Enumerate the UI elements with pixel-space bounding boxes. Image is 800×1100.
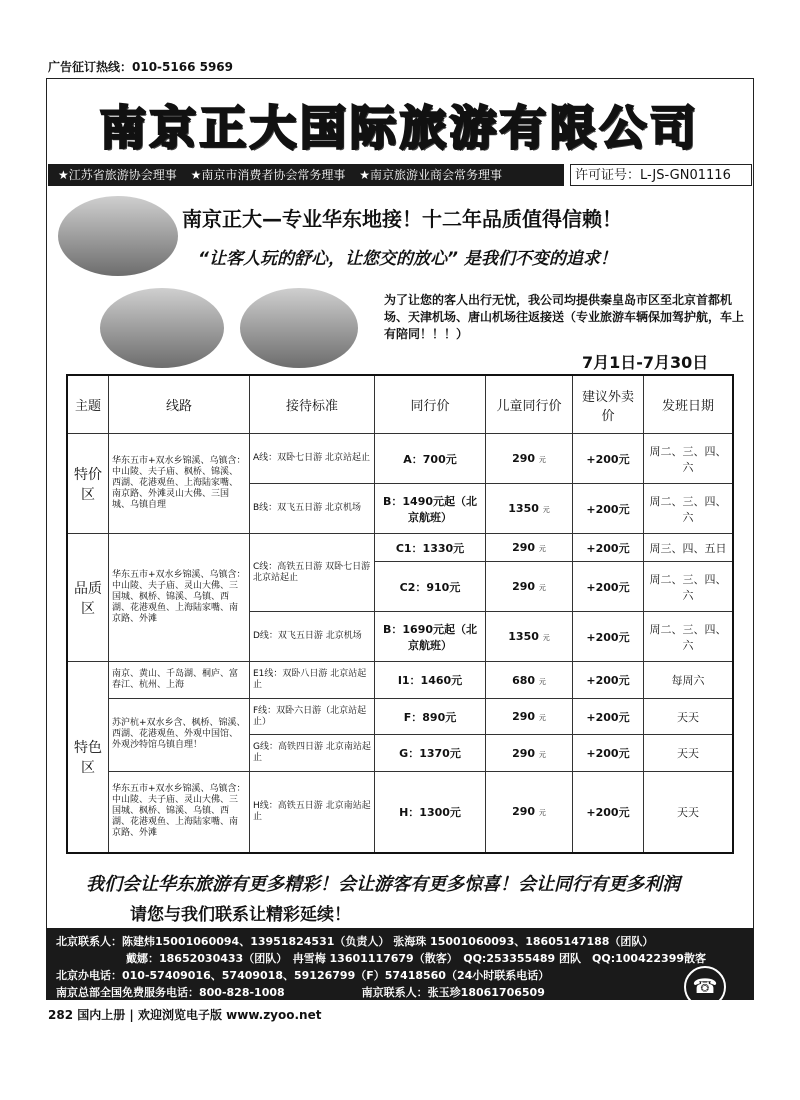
yuan-unit: 元 [538, 750, 546, 759]
retail-price: +200元 [573, 698, 644, 734]
departure-days: 周二、三、四、六 [644, 484, 734, 534]
header-cell: 建议外卖价 [573, 375, 644, 434]
zone-label: 特色区 [67, 662, 109, 853]
child-price-value: 680 [512, 673, 536, 687]
reception-standard: B线：双飞五日游 北京机场 [250, 484, 375, 534]
child-price-value: 290 [512, 541, 536, 555]
header-cell: 主题 [67, 375, 109, 434]
header-cell: 接待标准 [250, 375, 375, 434]
retail-price: +200元 [573, 484, 644, 534]
peer-price: F：890元 [375, 698, 486, 734]
header-cell: 线路 [109, 375, 250, 434]
table-header-row [67, 375, 733, 434]
peer-price: B：1690元起（北京航班） [375, 612, 486, 662]
contact-invitation: 请您与我们联系让精彩延续！ [130, 905, 351, 925]
yuan-unit: 元 [538, 545, 546, 554]
departure-days: 周二、三、四、六 [644, 612, 734, 662]
yuan-unit: 元 [538, 677, 546, 686]
association-item: ★南京旅游业商会常务理事 [359, 168, 502, 182]
reception-standard: H线：高铁五日游 北京南站起止 [250, 771, 375, 853]
route-description: 华东五市+双水乡锦溪、乌镇含：中山陵、夫子庙、灵山大佛、三国城、枫桥、锦溪、乌镇、西湖、花港观鱼、上海陆家嘴、南京路、外滩 [109, 534, 250, 662]
child-price [486, 735, 573, 771]
lake-photo [240, 288, 358, 368]
pavilion-photo [100, 288, 224, 368]
yuan-unit: 元 [538, 714, 546, 723]
peer-price: C1：1330元 [375, 534, 486, 562]
contact-line: 戴娜：18652030433（团队） 冉雪梅 13601117679（散客） QQ:253355489 团队 QQ:100422399散客 [126, 952, 707, 965]
yuan-unit: 元 [542, 634, 550, 643]
header-cell: 同行价 [375, 375, 486, 434]
bridge-photo [58, 196, 178, 276]
ad-hotline: 广告征订热线：010-5166 5969 [48, 60, 234, 74]
child-price-value: 290 [512, 746, 536, 760]
departure-days: 天天 [644, 735, 734, 771]
reception-standard: D线：双飞五日游 北京机场 [250, 612, 375, 662]
association-bar [48, 164, 564, 186]
retail-price: +200元 [573, 735, 644, 771]
yuan-unit: 元 [538, 809, 546, 818]
table-row [67, 771, 733, 853]
reception-standard: E1线：双卧八日游 北京站起止 [250, 662, 375, 698]
route-description: 南京、黄山、千岛湖、桐庐、富春江、杭州、上海 [109, 662, 250, 698]
peer-price: B：1490元起（北京航班） [375, 484, 486, 534]
child-price-value: 1350 [508, 502, 539, 516]
table-row [67, 534, 733, 562]
phone-icon: ☎ [684, 966, 726, 1008]
table-row [67, 698, 733, 734]
child-price-value: 290 [512, 452, 536, 466]
peer-price: I1：1460元 [375, 662, 486, 698]
child-price [486, 612, 573, 662]
association-item: ★江苏省旅游协会理事 [58, 168, 177, 182]
contact-line: 北京联系人：陈建炜15001060094、13951824531（负责人） 张海珠 15001060093、18605147188（团队） [56, 935, 654, 948]
yuan-unit: 元 [538, 456, 546, 465]
sub-slogan: “让客人玩的舒心，让您交的放心” 是我们不变的追求！ [198, 249, 617, 269]
child-price [486, 534, 573, 562]
contact-line: 南京总部全国免费服务电话：800-828-1008 南京联系人：张玉珍18061706509 [56, 986, 545, 999]
license-number: 许可证号：L-JS-GN01116 [570, 164, 752, 186]
departure-days: 周二、三、四、六 [644, 562, 734, 612]
yuan-unit: 元 [542, 506, 550, 515]
peer-price: A：700元 [375, 434, 486, 484]
retail-price: +200元 [573, 612, 644, 662]
zone-label: 特价区 [67, 434, 109, 534]
child-price-value: 1350 [508, 630, 539, 644]
header-cell: 发班日期 [644, 375, 734, 434]
departure-days: 每周六 [644, 662, 734, 698]
route-description: 华东五市+双水乡锦溪、乌镇含：中山陵、夫子庙、枫桥、锦溪、西湖、花港观鱼、上海陆家嘴、南京路、外滩灵山大佛、三国城、乌镇自理 [109, 434, 250, 534]
child-price-value: 290 [512, 805, 536, 819]
child-price [486, 662, 573, 698]
zone-label: 品质区 [67, 534, 109, 662]
child-price-value: 290 [512, 580, 536, 594]
retail-price: +200元 [573, 562, 644, 612]
yuan-unit: 元 [538, 584, 546, 593]
page-footer: 282 国内上册 | 欢迎浏览电子版 www.zyoo.net [48, 1008, 322, 1022]
main-slogan: 南京正大—专业华东地接！十二年品质值得信赖！ [182, 207, 622, 231]
departure-days: 天天 [644, 771, 734, 853]
contact-line: 北京办电话：010-57409016、57409018、59126799（F）57418560（24小时联系电话） [56, 969, 550, 982]
reception-standard: A线：双卧七日游 北京站起止 [250, 434, 375, 484]
departure-days: 天天 [644, 698, 734, 734]
retail-price: +200元 [573, 771, 644, 853]
peer-price: H：1300元 [375, 771, 486, 853]
association-item: ★南京市消费者协会常务理事 [190, 168, 346, 182]
service-description: 为了让您的客人出行无忧，我公司均提供秦皇岛市区至北京首都机场、天津机场、唐山机场往返接送（专业旅游车辆保加驾护航，车上有陪同！！！） [384, 293, 745, 341]
retail-price: +200元 [573, 434, 644, 484]
reception-standard: C线：高铁五日游 双卧七日游 北京站起止 [250, 534, 375, 612]
date-range: 7月1日-7月30日 [582, 353, 709, 372]
closing-slogan: 我们会让华东旅游有更多精彩！会让游客有更多惊喜！会让同行有更多利润 [86, 874, 680, 895]
child-price [486, 562, 573, 612]
departure-days: 周三、四、五日 [644, 534, 734, 562]
departure-days: 周二、三、四、六 [644, 434, 734, 484]
reception-standard: G线：高铁四日游 北京南站起止 [250, 735, 375, 771]
company-name: 南京正大国际旅游有限公司 [100, 101, 700, 155]
header-cell: 儿童同行价 [486, 375, 573, 434]
route-description: 苏沪杭+双水乡含、枫桥、锦溪、西湖、花港观鱼、外观中国馆、外观沙特馆乌镇自理！ [109, 698, 250, 771]
route-description: 华东五市+双水乡锦溪、乌镇含：中山陵、夫子庙、灵山大佛、三国城、枫桥、锦溪、乌镇、西湖、花港观鱼、上海陆家嘴、南京路、外滩 [109, 771, 250, 853]
child-price [486, 698, 573, 734]
table-row [67, 662, 733, 698]
reception-standard: F线：双卧六日游（北京站起止） [250, 698, 375, 734]
price-table [66, 374, 734, 854]
contact-bar [46, 928, 754, 1000]
child-price-value: 290 [512, 710, 536, 724]
retail-price: +200元 [573, 534, 644, 562]
table-row [67, 434, 733, 484]
peer-price: C2：910元 [375, 562, 486, 612]
peer-price: G：1370元 [375, 735, 486, 771]
child-price [486, 434, 573, 484]
retail-price: +200元 [573, 662, 644, 698]
child-price [486, 771, 573, 853]
child-price [486, 484, 573, 534]
